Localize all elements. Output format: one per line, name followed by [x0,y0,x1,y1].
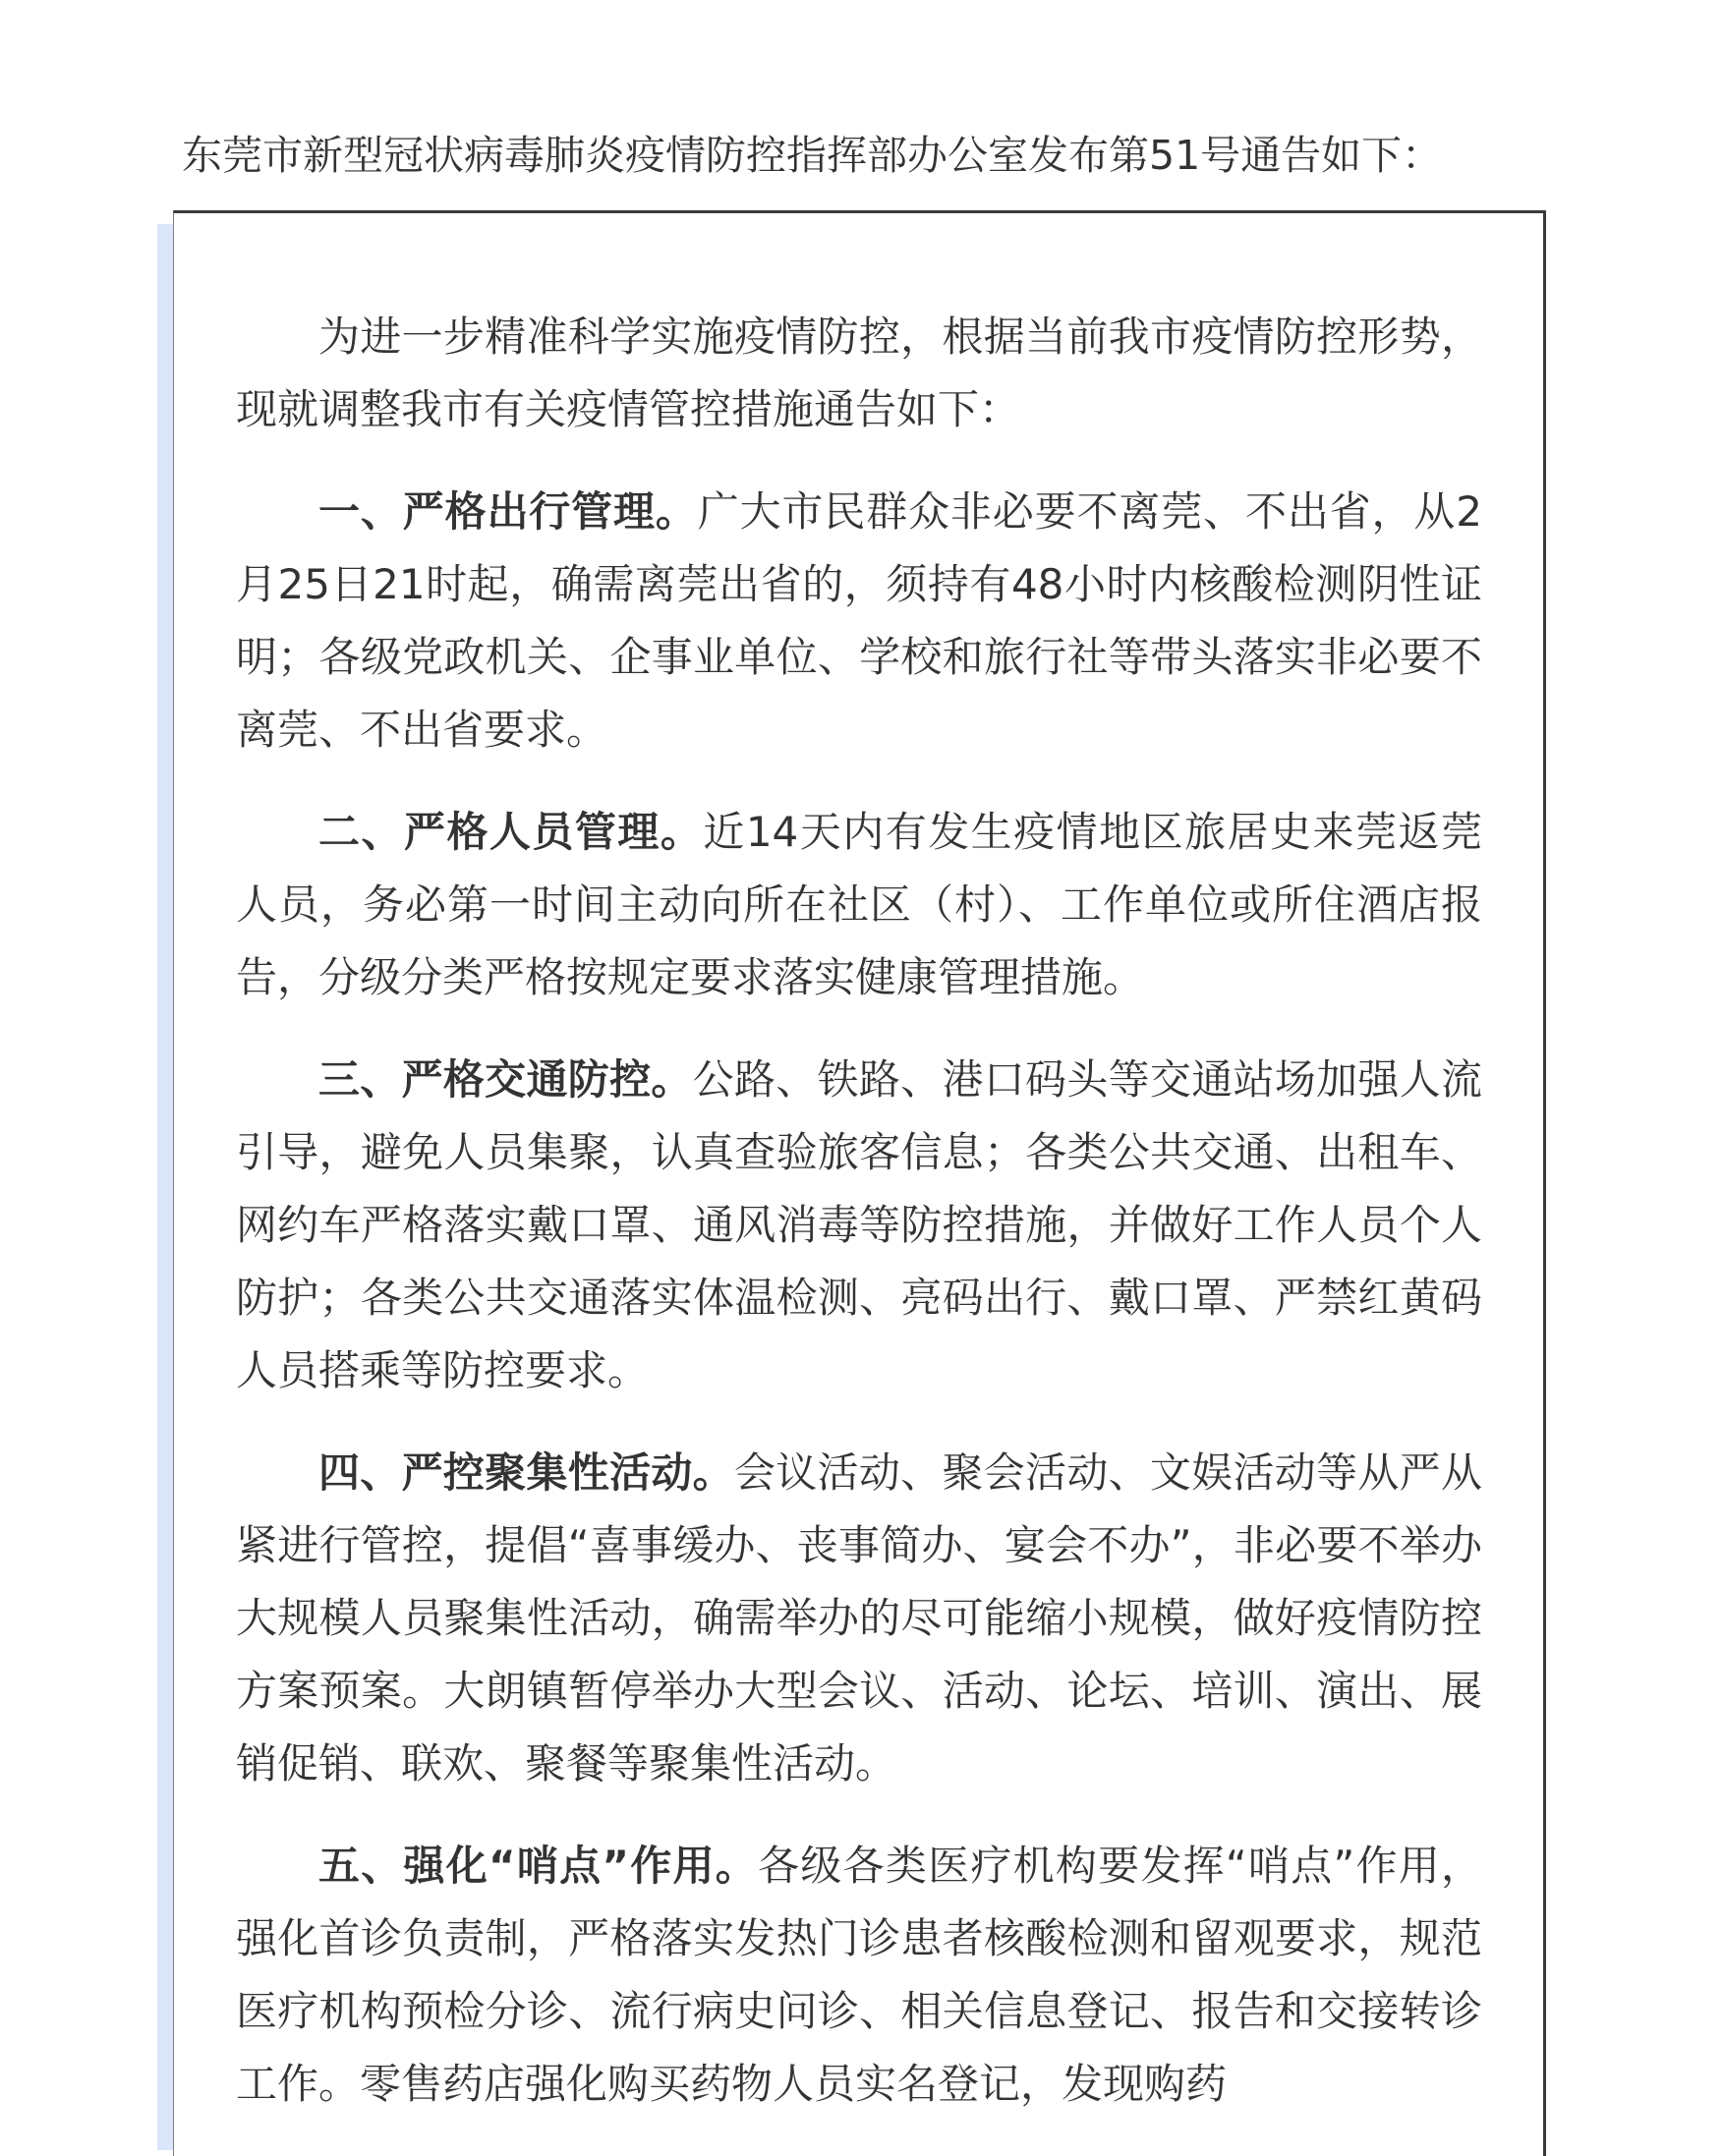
notice-item-3 [236,1044,1482,1407]
notice-item-4-text: 会议活动、聚会活动、文娱活动等从严从紧进行管控，提倡“喜事缓办、丧事简办、宴会不办”，非必要不举办大规模人员聚集性活动，确需举办的尽可能缩小规模，做好疫情防控方案预案。大朗镇暂停举办大型会议、活动、论坛、培训、演出、展销促销、联欢、聚餐等聚集性活动。 [236,1448,1482,1787]
notice-body [236,301,1482,2150]
notice-item-2-text: 近14天内有发生疫情地区旅居史来莞返莞人员，务必第一时间主动向所在社区（村）、工作单位或所住酒店报告，分级分类严格按规定要求落实健康管理措施。 [236,808,1482,1001]
notice-item-4-lead: 四、严控聚集性活动。 [318,1448,734,1497]
notice-item-3-lead: 三、严格交通防控。 [318,1055,693,1104]
accent-bar [157,224,173,2150]
notice-item-1 [236,476,1482,766]
notice-item-2 [236,796,1482,1014]
notice-heading: 东莞市新型冠状病毒肺炎疫情防控指挥部办公室发布第51号通告如下： [182,132,1443,179]
notice-item-5-text: 各级各类医疗机构要发挥“哨点”作用，强化首诊负责制，严格落实发热门诊患者核酸检测和留观要求，规范医疗机构预检分诊、流行病史问诊、相关信息登记、报告和交接转诊工作。零售药店强化购买药物人员实名登记，发现购药 [236,1842,1482,2108]
notice-item-5 [236,1830,1482,2121]
notice-item-5-lead: 五、强化“哨点”作用。 [318,1842,759,1890]
notice-item-1-text: 广大市民群众非必要不离莞、不出省，从2月25日21时起，确需离莞出省的，须持有48小时内核酸检测阴性证明；各级党政机关、企事业单位、学校和旅行社等带头落实非必要不离莞、不出省要求。 [236,487,1482,754]
intro-paragraph [236,301,1482,446]
intro-text: 为进一步精准科学实施疫情防控，根据当前我市疫情防控形势，现就调整我市有关疫情管控措施通告如下： [236,312,1482,433]
notice-item-2-lead: 二、严格人员管理。 [318,808,704,856]
notice-item-4 [236,1437,1482,1800]
notice-item-1-lead: 一、严格出行管理。 [318,487,698,536]
notice-item-3-text: 公路、铁路、港口码头等交通站场加强人流引导，避免人员集聚，认真查验旅客信息；各类公共交通、出租车、网约车严格落实戴口罩、通风消毒等防控措施，并做好工作人员个人防护；各类公共交通落实体温检测、亮码出行、戴口罩、严禁红黄码人员搭乘等防控要求。 [236,1055,1482,1394]
